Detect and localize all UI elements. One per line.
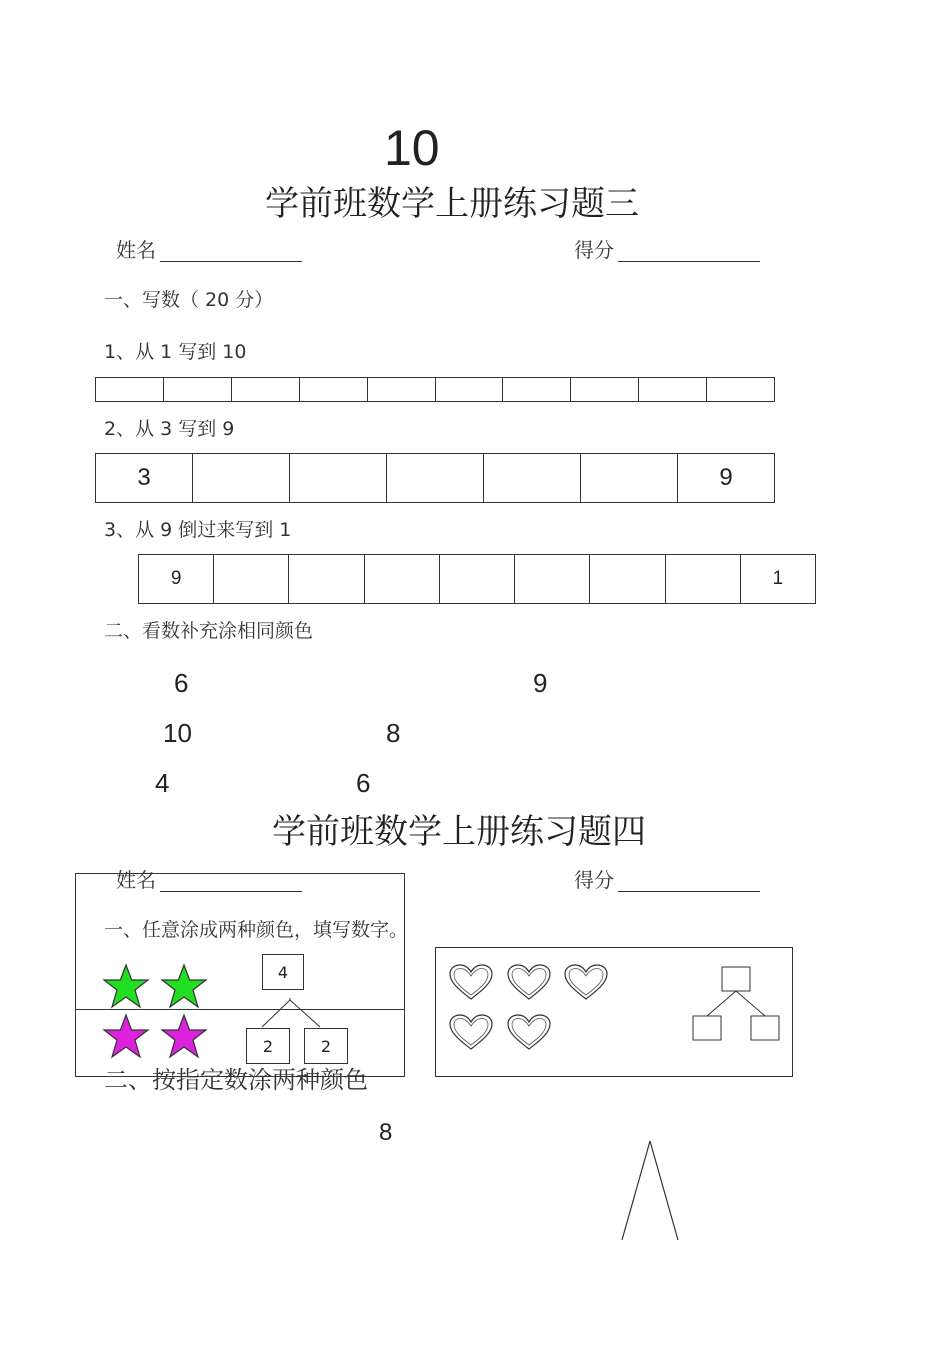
q1-answer-cell[interactable] bbox=[639, 378, 707, 401]
q3-answer-cell[interactable] bbox=[289, 555, 364, 603]
name-label: 姓名 bbox=[116, 238, 156, 262]
q1-answer-row bbox=[95, 377, 775, 402]
page-number: 10 bbox=[384, 120, 440, 176]
tree-left-box[interactable]: 2 bbox=[246, 1028, 290, 1064]
q2-answer-cell[interactable] bbox=[484, 454, 581, 502]
q2-answer-cell[interactable] bbox=[387, 454, 484, 502]
q3-answer-cell[interactable] bbox=[590, 555, 665, 603]
sheet4-section2-heading: 二、按指定数涂两种颜色 bbox=[104, 1066, 368, 1094]
q3-answer-cell[interactable]: 1 bbox=[772, 568, 784, 589]
sheet4-title: 学前班数学上册练习题四 bbox=[272, 812, 646, 852]
heart-icon[interactable] bbox=[563, 963, 609, 1001]
q3-answer-cell[interactable] bbox=[515, 555, 590, 603]
star-green-icon[interactable] bbox=[102, 963, 150, 1009]
q3-answer-cell[interactable] bbox=[365, 555, 440, 603]
score-blank[interactable] bbox=[618, 873, 760, 892]
star-magenta-icon[interactable] bbox=[102, 1013, 150, 1059]
q1-answer-cell[interactable] bbox=[300, 378, 368, 401]
color-number: 6 bbox=[356, 768, 371, 798]
color-number: 10 bbox=[163, 718, 192, 748]
score-label: 得分 bbox=[574, 238, 614, 262]
score-blank[interactable] bbox=[618, 243, 760, 262]
heart-icon[interactable] bbox=[506, 963, 552, 1001]
tree-branch-lines bbox=[615, 1138, 685, 1243]
tree-top-box[interactable]: 4 bbox=[262, 954, 304, 990]
sheet3-section2-heading: 二、看数补充涂相同颜色 bbox=[104, 620, 314, 642]
sheet4-score-field bbox=[574, 868, 760, 892]
q1-answer-cell[interactable] bbox=[436, 378, 504, 401]
target-number: 8 bbox=[379, 1119, 393, 1146]
q1-answer-cell[interactable] bbox=[232, 378, 300, 401]
heart-icon[interactable] bbox=[506, 1013, 552, 1051]
q1-answer-cell[interactable] bbox=[571, 378, 639, 401]
q3-answer-cell[interactable] bbox=[214, 555, 289, 603]
question-1: 1、从 1 写到 10 bbox=[104, 341, 247, 363]
heart-icon[interactable] bbox=[448, 963, 494, 1001]
q1-answer-cell[interactable] bbox=[368, 378, 436, 401]
sheet3-score-field bbox=[574, 238, 760, 262]
name-blank[interactable] bbox=[160, 243, 302, 262]
sheet4-section1-heading: 一、任意涂成两种颜色，填写数字。 bbox=[104, 919, 409, 941]
q2-answer-cell[interactable] bbox=[581, 454, 678, 502]
name-blank[interactable] bbox=[160, 873, 302, 892]
q2-answer-cell[interactable]: 9 bbox=[719, 464, 733, 491]
heart-icon[interactable] bbox=[448, 1013, 494, 1051]
q3-answer-cell[interactable]: 9 bbox=[139, 555, 214, 603]
q2-answer-cell[interactable]: 3 bbox=[96, 454, 193, 502]
star-magenta-icon[interactable] bbox=[160, 1013, 208, 1059]
color-number: 9 bbox=[533, 668, 548, 698]
q1-answer-cell[interactable] bbox=[503, 378, 571, 401]
sheet4-name-field bbox=[116, 868, 302, 892]
tree-right-box[interactable]: 2 bbox=[304, 1028, 348, 1064]
sheet3-name-field bbox=[116, 238, 302, 262]
question-2: 2、从 3 写到 9 bbox=[104, 418, 235, 440]
sheet3-section1-heading: 一、写数（ 20 分） bbox=[104, 289, 274, 311]
q3-answer-cell[interactable] bbox=[666, 555, 741, 603]
question-3: 3、从 9 倒过来写到 1 bbox=[104, 519, 292, 541]
star-green-icon[interactable] bbox=[160, 963, 208, 1009]
sheet3-title: 学前班数学上册练习题三 bbox=[265, 184, 639, 224]
q2-answer-row bbox=[95, 453, 775, 503]
color-number: 6 bbox=[174, 668, 189, 698]
q2-answer-cell[interactable] bbox=[193, 454, 290, 502]
q2-answer-cell[interactable] bbox=[290, 454, 387, 502]
q1-answer-cell[interactable] bbox=[164, 378, 232, 401]
tree2-connector-lines bbox=[690, 965, 790, 1045]
name-label: 姓名 bbox=[116, 868, 156, 892]
color-number: 8 bbox=[386, 718, 401, 748]
q1-answer-cell[interactable] bbox=[707, 378, 774, 401]
q3-answer-row bbox=[138, 554, 816, 604]
q3-answer-cell[interactable] bbox=[440, 555, 515, 603]
color-number: 4 bbox=[155, 768, 170, 798]
q1-answer-cell[interactable] bbox=[96, 378, 164, 401]
score-label: 得分 bbox=[574, 868, 614, 892]
tree-connector-lines bbox=[240, 990, 350, 1030]
